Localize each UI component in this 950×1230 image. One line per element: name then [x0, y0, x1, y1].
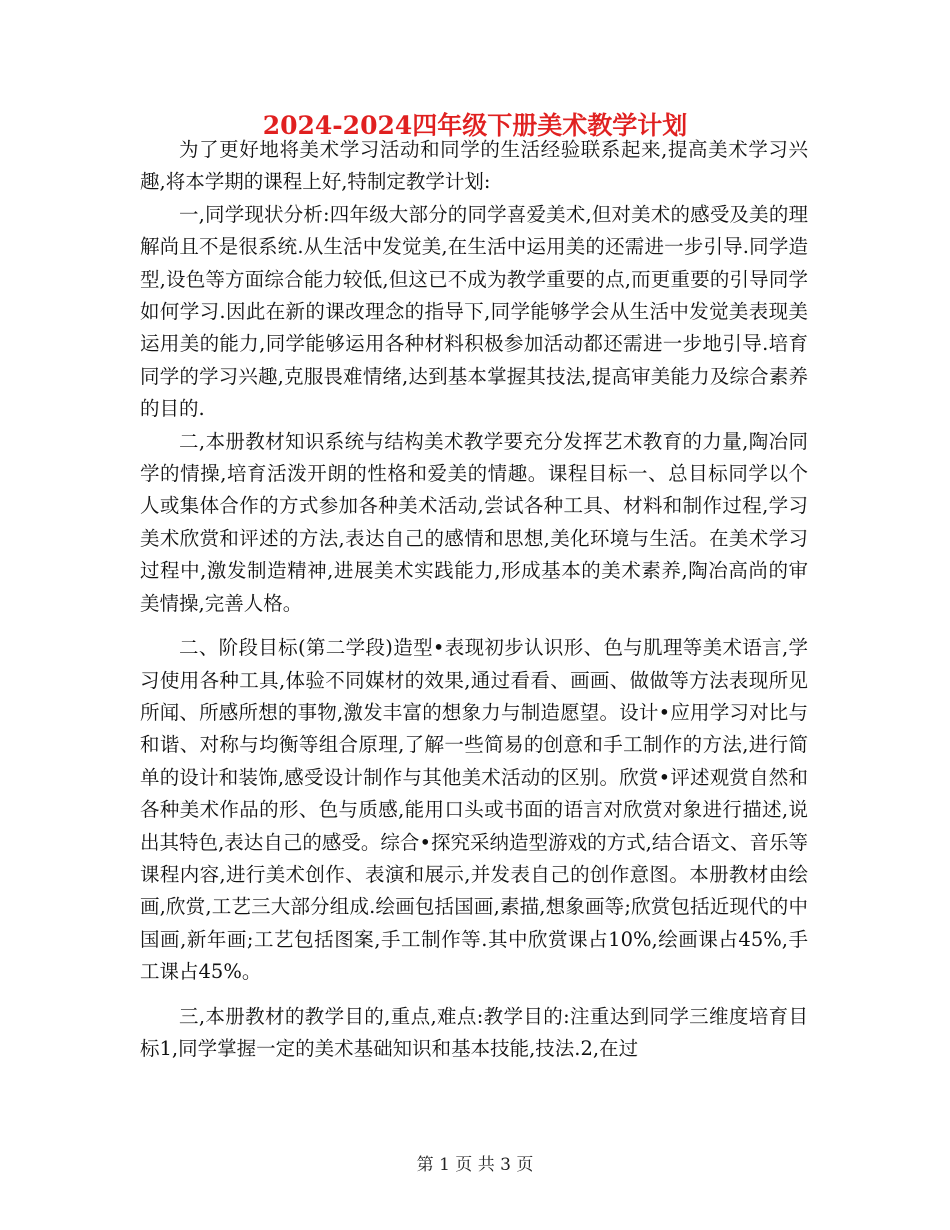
paragraph-textbook-structure: 二,本册教材知识系统与结构美术教学要充分发挥艺术教育的力量,陶冶同学的情操,培育活泼开朗的性格和爱美的情趣。课程目标一、总目标同学以个人或集体合作的方式参加各种美术活动,尝试各种工具、材料和制作过程,学习美术欣赏和评述的方法,表达自己的感情和思想,美化环境与生活。在美术学习过程中,激发制造精神,进展美术实践能力,形成基本的美术素养,陶冶高尚的审美情操,完善人格。 [140, 429, 808, 615]
paragraph-student-analysis: 一,同学现状分析:四年级大部分的同学喜爱美术,但对美术的感受及美的理解尚且不是很系统.从生活中发觉美,在生活中运用美的还需进一步引导.同学造型,设色等方面综合能力较低,但这已不成为教学重要的点,而更重要的引导同学如何学习.因此在新的课改理念的指导下,同学能够学会从生活中发觉美表现美运用美的能力,同学能够运用各种材料积极参加活动都还需进一步地引导.培育同学的学习兴趣,克服畏难情绪,达到基本掌握其技法,提高审美能力及综合素养的目的. [140, 202, 808, 421]
document-body [140, 134, 808, 1065]
paragraph-stage-goals: 二、阶段目标(第二学段)造型•表现初步认识形、色与肌理等美术语言,学习使用各种工具,体验不同媒材的效果,通过看看、画画、做做等方法表现所见所闻、所感所想的事物,激发丰富的想象力与制造愿望。设计•应用学习对比与和谐、对称与均衡等组合原理,了解一些简易的创意和手工制作的方法,进行简单的设计和装饰,感受设计制作与其他美术活动的区别。欣赏•评述观赏自然和各种美术作品的形、色与质感,能用口头或书面的语言对欣赏对象进行描述,说出其特色,表达自己的感受。综合•探究采纳造型游戏的方式,结合语文、音乐等课程内容,进行美术创作、表演和展示,并发表自己的创作意图。本册教材由绘画,欣赏,工艺三大部分组成.绘画包括国画,素描,想象画等;欣赏包括近现代的中国画,新年画;工艺包括图案,手工制作等.其中欣赏课占10%,绘画课占45%,手工课占45%。 [140, 636, 808, 984]
paragraph-teaching-objectives: 三,本册教材的教学目的,重点,难点:教学目的:注重达到同学三维度培育目标1,同学掌握一定的美术基础知识和基本技能,技法.2,在过 [140, 1004, 808, 1060]
document-title: 2024-2024四年级下册美术教学计划 [262, 111, 688, 140]
page-number-footer: 第 1 页 共 3 页 [416, 1155, 534, 1175]
paragraph-intro: 为了更好地将美术学习活动和同学的生活经验联系起来,提高美术学习兴趣,将本学期的课程上好,特制定教学计划: [140, 138, 808, 194]
